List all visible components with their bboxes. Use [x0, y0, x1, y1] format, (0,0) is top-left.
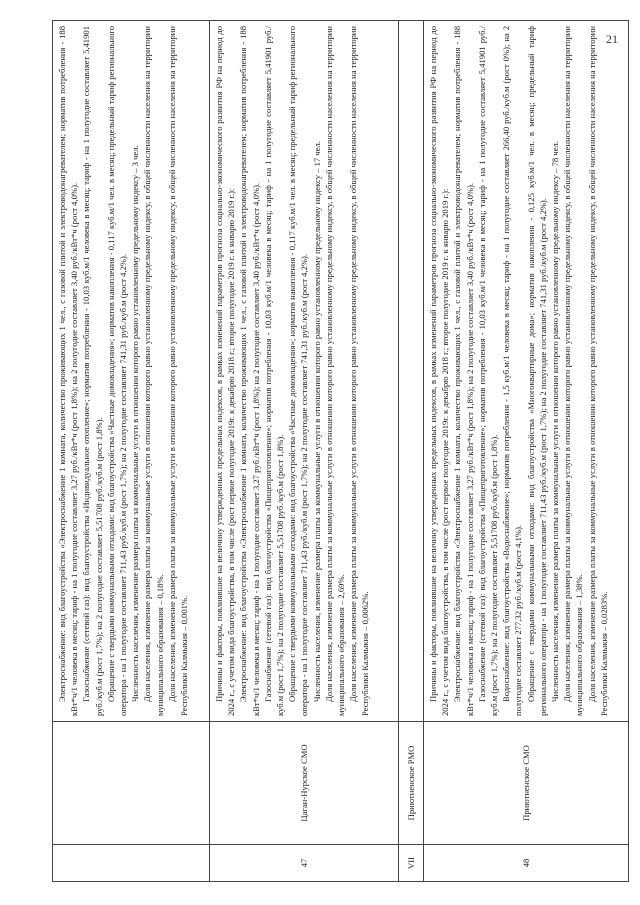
row-description — [53, 21, 210, 722]
table-row — [210, 21, 399, 882]
table-row — [424, 21, 629, 882]
municipality-name — [53, 722, 210, 845]
paragraph: Электроснабжение: вид благоустройства «Электроснабжение 1 комната, количество проживающих 1 чел., с газовой плитой и электроводонагревателем; норматив потребления - 188 кВт*ч/1 человека в месяц; тариф - на 1 полугодие составляет 3,27 руб./кВт*ч (рост 1,8%); на 2 полугодие составляет 3,40 руб./кВт*ч (рост 4,0%). — [238, 26, 261, 716]
paragraph: Причины и факторы, повлиявшие на величину утвержденных предельных индексов, в рамках изменений параметров прогноза социально-экономического развития РФ на период до 2024 г., с учетом вида благоустройства, в том числе (рост первое полугодие 2019г. к декабрю 2018 г.; второе полугодие 2019 г. к январю 2019 г.): — [214, 26, 237, 716]
paragraph: Численность населения, изменение размера платы за коммунальные услуги в отношении которого равно установленному предельному индексу – 78 чел. — [550, 141, 561, 702]
page-number: 21 — [606, 32, 618, 46]
paragraph: Доля населения, изменение размера платы за коммунальные услуги в отношении которого равно установленному предельному индексу, в общей численности населения на территории Республики Калмыкия – 0,0283%. — [586, 26, 609, 716]
paragraph: Доля населения, изменение размера платы за коммунальные услуги в отношении которого равно установленному предельному индексу, в общей численности населения на территории муниципального образования – 1,38%. — [562, 26, 585, 716]
paragraph: Водоснабжение: вид благоустройства «Водоснабжение»; норматив потребления - 1,5 куб.м/1 человека в месяц; тариф - на 1 полугодие составляет 266,40 руб./куб.м (рост 0%); на 2 полугодие составляет 277,32 руб./куб.м (рост 4,1%). — [501, 26, 524, 716]
section-number: VII — [399, 845, 424, 882]
paragraph: Причины и факторы, повлиявшие на величину утвержденных предельных индексов, в рамках изменений параметров прогноза социально-экономического развития РФ на период до 2024 г., с учетом вида благоустройства, в том числе (рост первое полугодие 2019г. к декабрю 2018 г.; второе полугодие 2019 г. к январю 2019 г.): — [428, 26, 451, 716]
paragraph: Доля населения, изменение размера платы за коммунальные услуги в отношении которого равно установленному предельному индексу, в общей численности населения на территории муниципального образования – 0,18%. — [142, 26, 165, 716]
paragraph: Газоснабжение (сетевой газ): вид благоустройства «Пищеприготовление»; норматив потребления - 10,03 куб.м/1 человека в месяц; тариф - на 1 полугодие составляет 5,41901 руб./куб.м (рост 1,7%); на 2 полугодие составляет 5,51708 руб./куб.м (рост 1,8%). — [262, 26, 286, 716]
paragraph: Численность населения, изменение размера платы за коммунальные услуги в отношении которого равно установленному предельному индексу – 17 чел. — [311, 141, 322, 702]
paragraph: Доля населения, изменение размера платы за коммунальные услуги в отношении которого равно установленному предельному индексу, в общей численности населения на территории муниципального образования – 2,69%. — [323, 26, 347, 716]
municipality-name: Цаган-Нурское СМО — [210, 722, 399, 845]
section-name: Приютненское РМО — [399, 722, 424, 845]
paragraph: Численность населения, изменение размера платы за коммунальные услуги в отношении которого равно установленному предельному индексу – 3 чел. — [130, 145, 141, 702]
tariff-table — [52, 20, 629, 882]
paragraph: Доля населения, изменение размера платы за коммунальные услуги в отношении которого равно установленному предельному индексу, в общей численности населения на территории Республики Калмыкия – 0,001%. — [166, 26, 190, 716]
section-row — [399, 21, 424, 882]
paragraph: Электроснабжение: вид благоустройства «Электроснабжение 1 комната, количество проживающих 1 чел., с газовой плитой и электроводонагревателем; норматив потребления - 188 кВт*ч/1 человека в месяц; тариф - на 1 полугодие составляет 3,27 руб./кВт*ч (рост 1,8%); на 2 полугодие составляет 3,40 руб./кВт*ч (рост 4,0%). — [452, 26, 475, 716]
row-number: 47 — [210, 845, 399, 882]
table-row — [53, 21, 210, 882]
paragraph: Обращение с твердыми коммунальными отходами: вид благоустройства «Частные домовладения»; норматив накопления - 0,117 куб.м/1 чел. в месяц; предельный тариф регионального оператора - на 1 полугодие составляет 711,43 руб./куб.м (рост 1,7%); на 2 полугодие составляет 741,31 руб./куб.м (рост 4,2%). — [287, 26, 310, 716]
row-number: 48 — [424, 845, 629, 882]
paragraph: Электроснабжение: вид благоустройства «Электроснабжение 1 комната, количество проживающих 1 чел., с газовой плитой и электроводонагревателем; норматив потребления - 188 кВт*ч/1 человека в месяц; тариф - на 1 полугодие составляет 3,27 руб./кВт*ч (рост 1,8%); на 2 полугодие составляет 3,40 руб./кВт*ч (рост 4,0%). — [57, 26, 80, 716]
section-description — [399, 21, 424, 722]
paragraph: Газоснабжение (сетевой газ): вид благоустройства «Пищеприготовление»; норматив потребления - 10,03 куб.м/1 человека в месяц; тариф - на 1 полугодие составляет 5,41901 руб./куб.м (рост 1,7%); на 2 полугодие составляет 5,51708 руб./куб.м (рост 1,8%). — [476, 26, 500, 716]
document-table-rotated — [52, 20, 612, 882]
paragraph: Обращение с твердыми коммунальными отходами: вид благоустройства «Многоквартирные дома»; норматив накопления - 0,125 куб.м/1 чел. в месяц; предельный тариф регионального оператора - на 1 полугодие составляет 711,43 руб./куб.м (рост 1,7%); на 2 полугодие составляет 741,31 руб./куб.м (рост 4,2%). — [525, 26, 548, 716]
row-description — [210, 21, 399, 722]
row-number — [53, 845, 210, 882]
paragraph: Газоснабжение (сетевой газ): вид благоустройства «Индивидуальное отопление»; норматив потребления - 10,03 куб.м/1 человека в месяц; тариф - на 1 полугодие составляет 5,41901 руб./куб.м (рост 1,7%); на 2 полугодие составляет 5,51708 руб./куб.м (рост 1,8%). — [81, 26, 104, 716]
row-description — [424, 21, 629, 722]
municipality-name: Приютненское СМО — [424, 722, 629, 845]
paragraph: Обращение с твердыми коммунальными отходами: вид благоустройства «Частные домовладения»; норматив накопления - 0,117 куб.м/1 чел. в месяц; предельный тариф регионального оператора - на 1 полугодие составляет 711,43 руб./куб.м (рост 1,7%); на 2 полугодие составляет 741,31 руб./куб.м (рост 4,2%). — [105, 26, 129, 716]
paragraph: Доля населения, изменение размера платы за коммунальные услуги в отношении которого равно установленному предельному индексу, в общей численности населения на территории Республики Калмыкия – 0,0062%. — [348, 26, 371, 716]
